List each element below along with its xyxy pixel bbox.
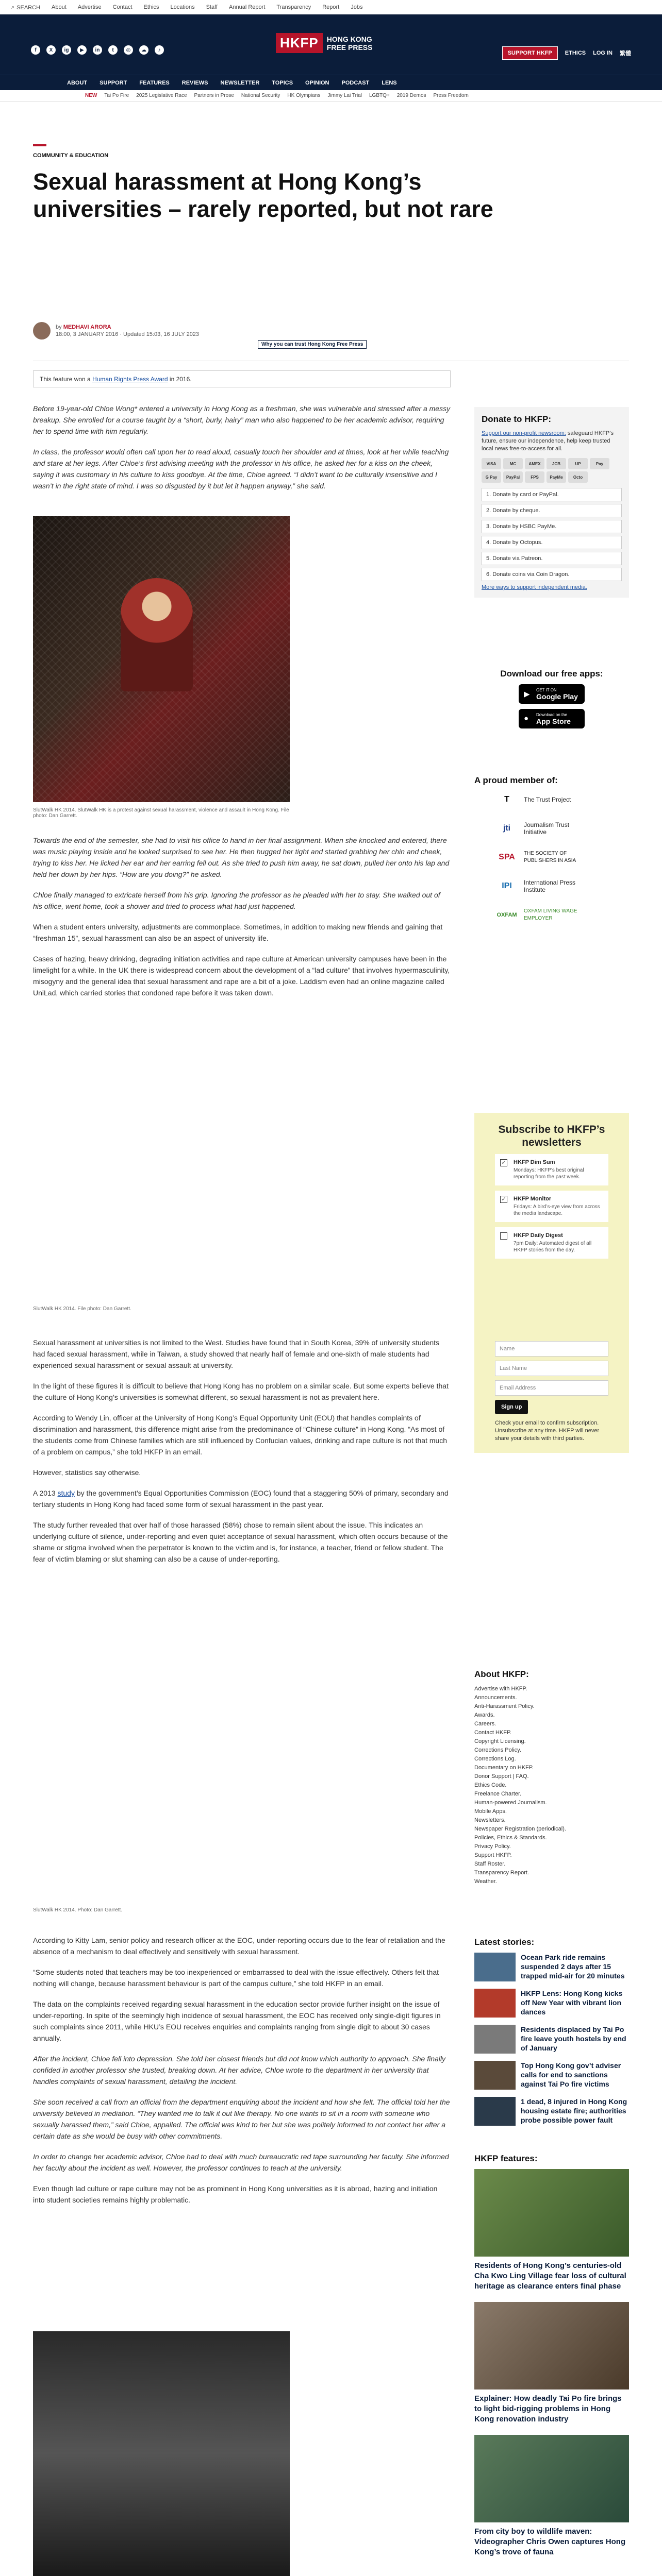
bluesky-icon[interactable]: ☁ <box>139 45 148 55</box>
latest-story[interactable]: Ocean Park ride remains suspended 2 days after 15 trapped mid-air for 20 minutes <box>474 1953 629 1981</box>
trending-link[interactable]: Jimmy Lai Trial <box>327 93 362 98</box>
nav-about[interactable]: ABOUT <box>67 80 88 86</box>
newsletter-widget <box>474 1113 629 1453</box>
utility-link[interactable]: Staff <box>206 4 218 10</box>
about-link[interactable]: Advertise with HKFP. <box>474 1686 527 1692</box>
category-accent <box>33 144 46 146</box>
article-photo-2 <box>33 1118 290 1293</box>
google-play-button[interactable]: ▶ GET IT ON Google Play <box>519 684 585 704</box>
photo-caption-2: SlutWalk HK 2014. File photo: Dan Garrett. <box>33 1306 131 1312</box>
newsletter-note: Check your email to confirm subscription. Unsubscribe at any time. HKFP will never share your details with third parties. <box>495 1420 600 1442</box>
article-date: 18:00, 3 JANUARY 2016 · Updated 15:03, 16 JULY 2023 <box>56 331 200 337</box>
about-title: About HKFP: <box>474 1669 529 1679</box>
features-title: HKFP features: <box>474 2154 538 2163</box>
paypal-icon: PayPal <box>503 471 523 483</box>
chinese-link[interactable]: 繁體 <box>620 50 631 57</box>
amex-icon: AMEX <box>525 458 544 469</box>
about-link[interactable]: Anti-Harassment Policy. <box>474 1703 535 1709</box>
ipi-logo: IPI <box>502 882 512 890</box>
article-body-1: Before 19-year-old Chloe Wong* entered a university in Hong Kong as a freshman, she was vulnerable and stressed after a messy breakup. She enrolled for a course taught by a “short, burly, hairy” man who also happened to be her academic advisor, requiring her to spend time with him regularly. In class, the professor would often call upon her to read aloud, casually touch her shoulder and at times, look at her while teaching and stare at her legs. After Chloe’s first advising meeting with the professor in his office, he asked her for a kiss on the cheek, saying it was customary in his culture to kiss goodbye. At the time, Chloe agreed. “I didn’t want to be culturally insensitive and I wasn’t in the right state of mind. I was so disgusted by it but let it happen anyway,” she said. <box>33 404 451 490</box>
instagram-icon[interactable]: ig <box>62 45 71 55</box>
utility-link[interactable]: Locations <box>170 4 195 10</box>
fps-icon: FPS <box>525 471 544 483</box>
byline: by MEDHAVI ARORA 18:00, 3 JANUARY 2016 · Updated 15:03, 16 JULY 2023 <box>33 322 199 340</box>
utility-link[interactable]: Report <box>322 4 340 10</box>
jti-logo: jti <box>503 824 511 833</box>
google-pay-icon: G Pay <box>482 471 501 483</box>
member-title: A proud member of: <box>474 775 558 785</box>
features-widget <box>474 2154 629 2568</box>
threads-icon[interactable]: ◎ <box>124 45 133 55</box>
story-thumbnail <box>474 1989 516 2018</box>
sopa-logo: SPA <box>499 853 515 861</box>
utility-bar <box>0 0 662 14</box>
utility-link[interactable]: Advertise <box>77 4 102 10</box>
member-item[interactable]: SPA THE SOCIETY OF PUBLISHERS IN ASIA <box>495 849 629 866</box>
trending-link[interactable]: Press Freedom <box>433 93 469 98</box>
about-link[interactable]: Privacy Policy. <box>474 1843 511 1850</box>
photo-caption-1: SlutWalk HK 2014. SlutWalk HK is a protest against sexual harassment, violence and assault in Hong Kong. File photo: Dan Garrett. <box>33 807 289 819</box>
donate-option[interactable]: 2. Donate by cheque. <box>482 504 622 517</box>
new-badge: NEW <box>85 93 97 98</box>
checkbox[interactable]: ✓ <box>500 1196 507 1203</box>
octopus-icon: Octo <box>568 471 588 483</box>
story-thumbnail <box>474 1953 516 1981</box>
apps-widget <box>474 669 629 734</box>
utility-link[interactable]: Transparency <box>276 4 311 10</box>
jcb-icon: JCB <box>547 458 566 469</box>
utility-link[interactable]: Contact <box>112 4 133 10</box>
latest-title: Latest stories: <box>474 1937 535 1947</box>
member-item[interactable]: jti Journalism Trust Initiative <box>495 820 629 837</box>
member-item[interactable]: IPI International Press Institute <box>495 877 629 895</box>
about-link[interactable]: Ethics Code. <box>474 1782 507 1788</box>
about-link[interactable]: Mobile Apps. <box>474 1808 507 1815</box>
login-link[interactable]: LOG IN <box>593 50 613 56</box>
about-link[interactable]: Transparency Report. <box>474 1870 529 1876</box>
article-header <box>33 144 629 223</box>
newsletter-option[interactable]: ✓ HKFP Dim Sum Mondays: HKFP’s best original reporting from the past week. <box>495 1154 608 1185</box>
donate-option[interactable]: 1. Donate by card or PayPal. <box>482 488 622 501</box>
utility-link[interactable]: Jobs <box>351 4 363 10</box>
about-link[interactable]: Copyright Licensing. <box>474 1738 526 1744</box>
payme-icon: PayMe <box>547 471 566 483</box>
support-hkfp-button[interactable]: SUPPORT HKFP <box>502 46 558 60</box>
email-input[interactable]: Email Address <box>495 1380 608 1396</box>
trending-link[interactable]: 2019 Demos <box>396 93 426 98</box>
utility-link[interactable]: Ethics <box>143 4 159 10</box>
donate-option[interactable]: 4. Donate by Octopus. <box>482 536 622 549</box>
trust-project-logo: T <box>504 795 509 804</box>
tiktok-icon[interactable]: ♪ <box>155 45 164 55</box>
about-link[interactable]: Newsletters. <box>474 1817 506 1823</box>
article-body-2: Towards the end of the semester, she had to visit his office to hand in her final assignment. When she knocked and entered, there was music playing inside and he looked surprised to see her. He then hugged her tight and started grabbing her chin and cheek, trying to kiss her. He licked her ear and her earring fell out. As she tried to push him away, he sat down, pulled her onto his lap and held her down by her hips. “How are you doing?” he asked. Chloe finally managed to extricate herself from his grip. Ignoring the professor as he pleaded with her to stay. She walked out of his office, went home, took a shower and tried to process what had just happened. When a student enters university, adjustments are commonplace. Sometimes, in addition to making new friends and gaining that “freshman 15”, sexual harassment can also be an aspect of university life. Cases of hazing, heavy drinking, degrading initiation activities and rape culture at American university campuses have been in the limelight for a while. In the UK there is widespread concern about the development of a “lad culture” that involves hypermasculinity, misogyny and the general idea that sexual harassment and rape are a bit of a joke. Laddism even had an online magazine called UniLad, which carried stories that condoned rape before it was taken down. <box>33 836 450 997</box>
last-name-input[interactable]: Last Name <box>495 1361 608 1376</box>
story-thumbnail <box>474 2097 516 2126</box>
donate-lead-link[interactable]: Support our non-profit newsroom: <box>482 430 566 436</box>
feature-story[interactable]: Residents of Hong Kong’s centuries-old Cha Kwo Ling Village fear loss of cultural heritage as clearance enters final phase <box>474 2169 629 2292</box>
article-category[interactable]: COMMUNITY & EDUCATION <box>33 152 109 159</box>
article-photo-1 <box>33 516 290 802</box>
apple-pay-icon: Pay <box>590 458 609 469</box>
donate-widget: Donate to HKFP: Support our non-profit newsroom: safeguard HKFP’s future, ensure our independence, help keep trusted local news free-to-access for all. VISA MC AMEX JCB UP Pay G Pay PayPal FPS PayMe Octo 1. Donate by card or PayPal. 2. Donate by cheque. 3. Donate by HSBC PayMe. 4. Donate by Octopus. 5. Donate via Patreon. 6. Donate coins via Coin Dragon. More ways to support independent media. <box>474 407 629 598</box>
linkedin-icon[interactable]: in <box>93 45 102 55</box>
trending-link[interactable]: LGBTQ+ <box>369 93 390 98</box>
checkbox[interactable]: ✓ <box>500 1159 507 1166</box>
trending-link[interactable]: Tai Po Fire <box>104 93 129 98</box>
feature-image <box>474 2435 629 2522</box>
feature-story[interactable]: From city boy to wildlife maven: Videographer Chris Owen captures Hong Kong’s trove of fauna <box>474 2435 629 2557</box>
social-links <box>31 45 164 55</box>
about-link[interactable]: Newspaper Registration (periodical). <box>474 1826 566 1832</box>
about-link[interactable]: Staff Roster. <box>474 1861 506 1867</box>
apple-icon: ● <box>524 714 529 723</box>
telegram-icon[interactable]: t <box>108 45 118 55</box>
visa-icon: VISA <box>482 458 501 469</box>
newsletter-title: Subscribe to HKFP’s newsletters <box>498 1124 605 1148</box>
latest-story[interactable]: 1 dead, 8 injured in Hong Kong housing estate fire; authorities probe possible power fault <box>474 2097 629 2126</box>
trending-link[interactable]: HK Olympians <box>287 93 321 98</box>
about-link[interactable]: Contact HKFP. <box>474 1730 511 1736</box>
latest-story[interactable]: Residents displaced by Tai Po fire leave youth hostels by end of January <box>474 2025 629 2054</box>
membership-widget <box>474 775 629 935</box>
apps-title: Download our free apps: <box>500 669 603 679</box>
latest-story[interactable]: HKFP Lens: Hong Kong kicks off New Year with vibrant lion dances <box>474 1989 629 2018</box>
mastercard-icon: MC <box>503 458 523 469</box>
checkbox[interactable] <box>500 1232 507 1240</box>
ethics-link[interactable]: ETHICS <box>565 50 586 56</box>
logo-mark: HKFP <box>276 33 323 53</box>
site-logo[interactable] <box>276 33 372 53</box>
about-link[interactable]: Announcements. <box>474 1694 517 1701</box>
name-input[interactable]: Name <box>495 1341 608 1357</box>
about-link[interactable]: Careers. <box>474 1721 496 1727</box>
about-widget <box>474 1669 629 1886</box>
main-nav <box>0 75 662 90</box>
newsletter-option[interactable]: ✓ HKFP Monitor Fridays: A bird’s-eye view from across the media landscape. <box>495 1191 608 1222</box>
sign-up-button[interactable]: Sign up <box>495 1400 528 1414</box>
youtube-icon[interactable]: ▶ <box>77 45 87 55</box>
donate-option[interactable]: 5. Donate via Patreon. <box>482 552 622 565</box>
utility-link[interactable]: About <box>52 4 67 10</box>
utility-link[interactable]: Annual Report <box>229 4 266 10</box>
donate-option[interactable]: 6. Donate coins via Coin Dragon. <box>482 568 622 581</box>
unionpay-icon: UP <box>568 458 588 469</box>
about-link[interactable]: Documentary on HKFP. <box>474 1765 534 1771</box>
story-thumbnail <box>474 2025 516 2054</box>
payment-methods <box>482 458 622 483</box>
site-header <box>0 14 662 75</box>
nav-features[interactable]: FEATURES <box>139 80 170 86</box>
search-link[interactable]: ⌕ SEARCH <box>11 4 41 11</box>
member-item[interactable]: OXFAM OXFAM LIVING WAGE EMPLOYER <box>495 906 629 924</box>
newsletter-option[interactable]: HKFP Daily Digest 7pm Daily: Automated digest of all HKFP stories from the day. <box>495 1227 608 1259</box>
about-link[interactable]: Freelance Charter. <box>474 1791 522 1797</box>
article-photo-4 <box>33 2331 290 2576</box>
trending-link[interactable]: Partners in Prose <box>194 93 234 98</box>
nav-opinion[interactable]: OPINION <box>305 80 329 86</box>
photo-caption-3: SlutWalk HK 2014. Photo: Dan Garrett. <box>33 1907 123 1913</box>
about-link[interactable]: Awards. <box>474 1712 495 1718</box>
about-link[interactable]: Corrections Log. <box>474 1756 516 1762</box>
article-body-4: According to Kitty Lam, senior policy and research officer at the EOC, under-reporting occurs due to the fear of retaliation and the absence of a mechanism to deal effectively and sensitively with sexual harassment. “Some students noted that teachers may be too inexperienced or embarrassed to deal with the issue effectively. Others felt that nothing will change, because harassment behaviour is part of the campus culture,” she told HKFP in an email. The data on the complaints received regarding sexual harassment in the education sector provide further insight on the issue of under-reporting. In spite of the seemingly high incidence of sexual harassment, the EOC has received only single-digit figures in such complaints since 2011, while HKU’s EOU receives enquiries and complaints ranging from single digit to about 30 cases annually. After the incident, Chloe fell into depression. She told her closest friends but did not know which authority to approach. She finally confided in another professor she trusted, breaking down. At her advice, Chloe wrote to the department in her university that handles complaints of sexual harassment, detailing the incident. She soon received a call from an official from the department enquiring about the incident and how she felt. The official told her the university believed in mediation. “They wanted me to talk it out like therapy. No one wants to sit in a room with someone who sexually harassed them,” said Chloe, appalled. The official was kind to her but she was politely informed to not contact her after a certain date as she would be busy with other commitments. In order to change her academic advisor, Chloe had to deal with much bureaucratic red tape surrounding her faculty. She informed her faculty about the incident as well. However, the professor continues to teach at the university. Even though lad culture or rape culture may not be as prominent in Hong Kong universities as it is abroad, hazing and initiation into student societies remains highly problematic. <box>33 1936 450 2204</box>
trending-bar <box>0 90 662 101</box>
x-icon[interactable]: X <box>46 45 56 55</box>
feature-story[interactable]: Explainer: How deadly Tai Po fire brings to light bid-rigging problems in Hong Kong renovation industry <box>474 2302 629 2425</box>
nav-support[interactable]: SUPPORT <box>100 80 127 86</box>
nav-podcast[interactable]: PODCAST <box>341 80 370 86</box>
story-thumbnail <box>474 2061 516 2090</box>
latest-story[interactable]: Top Hong Kong gov’t adviser calls for end to sanctions against Tai Po fire victims <box>474 2061 629 2090</box>
donate-option[interactable]: 3. Donate by HSBC PayMe. <box>482 520 622 533</box>
latest-widget <box>474 1937 629 2133</box>
study-link[interactable]: study <box>57 1489 75 1497</box>
facebook-icon[interactable]: f <box>31 45 40 55</box>
about-link[interactable]: Weather. <box>474 1878 497 1885</box>
trending-link[interactable]: 2025 Legislative Race <box>136 93 187 98</box>
article-photo-3 <box>33 1705 290 1901</box>
award-link[interactable]: Human Rights Press Award <box>92 376 168 383</box>
about-link[interactable]: Corrections Policy. <box>474 1747 521 1753</box>
more-ways-link[interactable]: More ways to support independent media. <box>482 584 587 590</box>
about-link[interactable]: Support HKFP. <box>474 1852 512 1858</box>
trending-link[interactable]: National Security <box>241 93 280 98</box>
nav-newsletter[interactable]: NEWSLETTER <box>220 80 260 86</box>
search-icon: ⌕ <box>11 4 15 10</box>
nav-lens[interactable]: LENS <box>382 80 397 86</box>
feature-image <box>474 2169 629 2257</box>
about-link[interactable]: Human-powered Journalism. <box>474 1800 547 1806</box>
donate-title: Donate to HKFP: <box>482 414 552 424</box>
award-note: This feature won a Human Rights Press Award in 2016. <box>33 370 451 387</box>
app-store-button[interactable]: ● Download on the App Store <box>519 709 585 728</box>
member-item[interactable]: T The Trust Project <box>495 791 629 808</box>
nav-reviews[interactable]: REVIEWS <box>181 80 208 86</box>
author-link[interactable]: MEDHAVI ARORA <box>63 324 111 330</box>
author-avatar <box>33 322 51 340</box>
nav-topics[interactable]: TOPICS <box>272 80 293 86</box>
article-title: Sexual harassment at Hong Kong’s universities – rarely reported, but not rare <box>33 168 493 222</box>
feature-image <box>474 2302 629 2389</box>
article-body-3: Sexual harassment at universities is not limited to the West. Studies have found that in South Korea, 39% of university students had faced sexual harassment, while in Taiwan, a study showed that nearly half of female and one-sixth of male students had experienced sexual harassment or sexual assault at university. In the light of these figures it is difficult to believe that Hong Kong has no problem on a similar scale. But some experts believe that the culture of Hong Kong’s universities is somewhat different, so sexual harassment is not as prevalent here. According to Wendy Lin, officer at the University of Hong Kong’s Equal Opportunity Unit (EOU) that handles complaints of discrimination and harassment, this difference might arise from the predominance of “Chinese culture” in Hong Kong. “As most of the students come from Chinese families which are still influenced by Confucian values, drinking and rape culture is not that much of a problem on campus,” she told HKFP in an email. However, statistics say otherwise. A 2013 study by the government’s Equal Opportunities Commission (EOC) found that a staggering 50% of primary, secondary and tertiary students in Hong Kong had faced some form of sexual harassment in the past year. The study further revealed that over half of those harassed (58%) chose to remain silent about the issue. This indicates an underlying culture of silence, under-reporting and even quiet acceptance of sexual harassment, which often occurs because of the shame or stigma involved when the perpetrator is known to the victim and is, for instance, a teacher, friend or fellow student. The fear of victim blaming or slut shaming can also be a cause of under-reporting. <box>33 1338 449 1563</box>
about-link[interactable]: Donor Support | FAQ. <box>474 1773 529 1780</box>
about-link[interactable]: Policies, Ethics & Standards. <box>474 1835 547 1841</box>
play-icon: ▶ <box>524 690 530 699</box>
oxfam-logo: OXFAM <box>496 912 517 918</box>
logo-text: HONG KONG FREE PRESS <box>326 35 373 52</box>
trust-link[interactable]: Why you can trust Hong Kong Free Press <box>258 340 367 349</box>
